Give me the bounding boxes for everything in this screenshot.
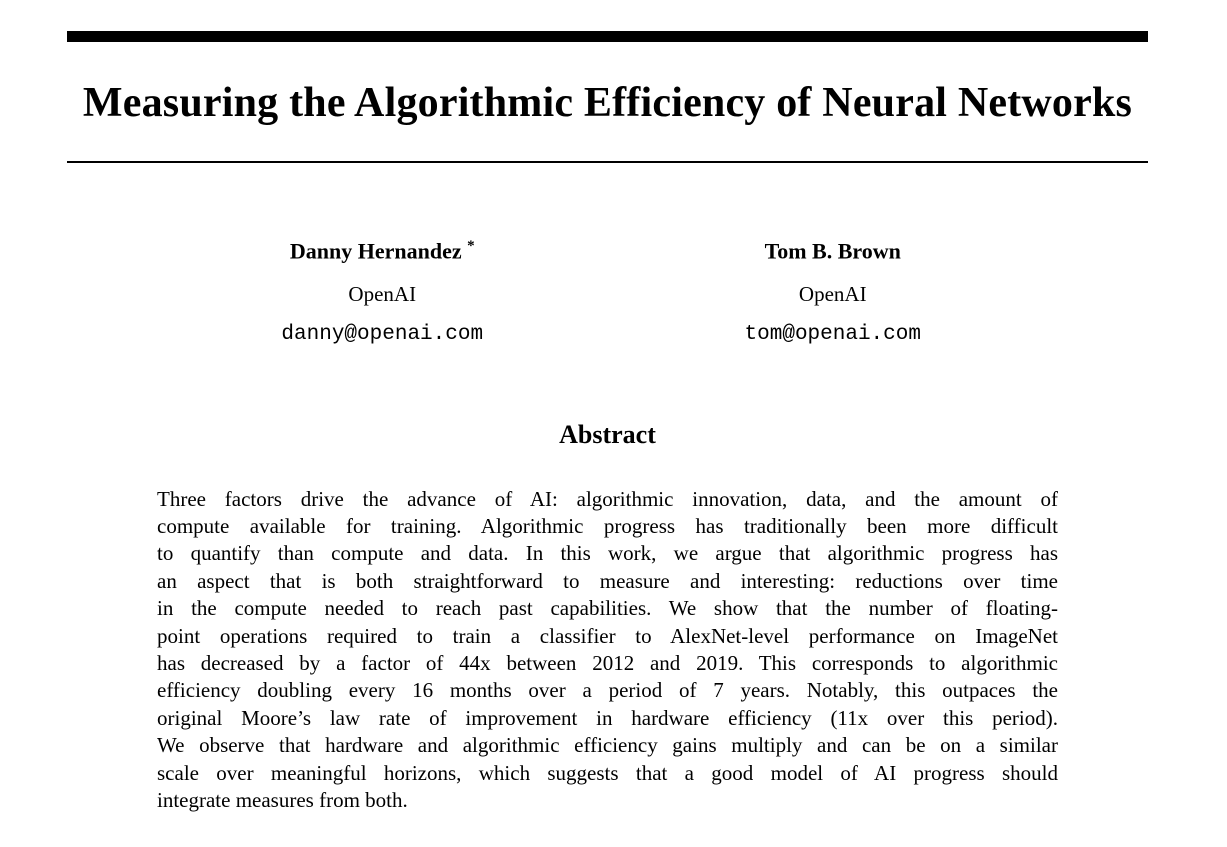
abstract-line: point operations required to train a classifier to AlexNet-level performance on ImageNet (157, 623, 1058, 648)
authors-row (157, 233, 1058, 347)
abstract-body (157, 486, 1058, 815)
abstract-line: has decreased by a factor of 44x between 2012 and 2019. This corresponds to algorithmic (157, 651, 1058, 676)
abstract-line: an aspect that is both straightforward to measure and interesting: reductions over time (157, 568, 1058, 593)
abstract-line: to quantify than compute and data. In this work, we argue that algorithmic progress has (157, 541, 1058, 566)
abstract-line: Three factors drive the advance of AI: algorithmic innovation, data, and the amount of (157, 486, 1058, 511)
title-rule (67, 161, 1148, 163)
author-footnote-marker: * (467, 238, 475, 255)
abstract-line: original Moore’s law rate of improvement in hardware efficiency (11x over this period). (157, 705, 1058, 730)
author-name-text: Tom B. Brown (764, 238, 901, 264)
abstract-line: We observe that hardware and algorithmic efficiency gains multiply and can be on a similar (157, 733, 1058, 758)
author-block (608, 233, 1059, 347)
abstract-heading: Abstract (559, 419, 656, 449)
author-block (157, 233, 608, 347)
author-name (157, 233, 608, 264)
author-email: danny@openai.com (281, 322, 484, 346)
abstract-line: efficiency doubling every 16 months over a period of 7 years. Notably, this outpaces the (157, 678, 1058, 703)
author-affiliation: OpenAI (798, 281, 867, 306)
abstract-line: integrate measures from both. (157, 788, 408, 813)
author-email: tom@openai.com (744, 322, 921, 346)
abstract-line: scale over meaningful horizons, which suggests that a good model of AI progress should (157, 760, 1058, 785)
author-name-text: Danny Hernandez (289, 238, 462, 264)
author-name (608, 233, 1059, 264)
top-rule (67, 31, 1148, 42)
abstract-line: compute available for training. Algorithmic progress has traditionally been more difficult (157, 514, 1058, 539)
paper-title: Measuring the Algorithmic Efficiency of Neural Networks (82, 80, 1133, 126)
author-affiliation: OpenAI (348, 281, 417, 306)
abstract-line: in the compute needed to reach past capabilities. We show that the number of floating- (157, 596, 1058, 621)
